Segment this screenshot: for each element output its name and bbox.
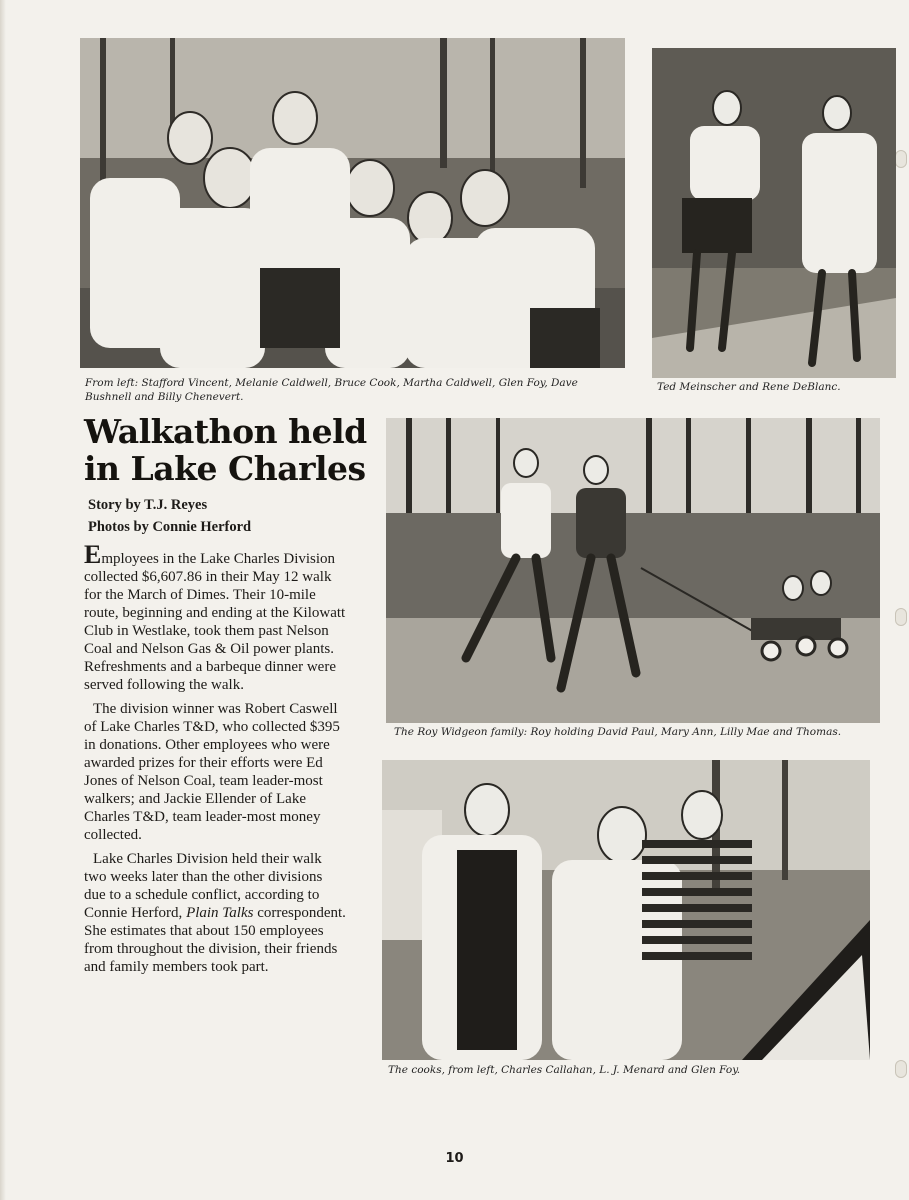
binder-hole: [895, 608, 907, 626]
paragraph-3-end: correspondent. She estimates that about 150 employees from throughout the division, their friends and family members took part.: [84, 905, 346, 975]
group-photo: [80, 38, 625, 368]
headline-line-1: Walkathon held: [84, 412, 367, 451]
drop-cap: E: [84, 540, 102, 569]
story-credit: Story by T.J. Reyes: [88, 497, 208, 513]
paragraph-1: [84, 540, 346, 694]
publication-name: Plain Talks: [186, 905, 254, 921]
paragraph-2: The division winner was Robert Caswell of Lake Charles T&D, who collected $395 in donations. Other employees who were awarded prizes for their efforts were Ed Jones of Nelson Coal, team leader-most walkers; and Jackie Ellender of Lake Charles T&D, team leader-most money collected.: [84, 701, 340, 843]
binder-hole: [895, 1060, 907, 1078]
cooks-photo-caption: The cooks, from left, Charles Callahan, L. J. Menard and Glen Foy.: [388, 1064, 741, 1076]
walkers-photo: [652, 48, 896, 378]
binder-hole: [895, 150, 907, 168]
page-number: 10: [445, 1151, 464, 1166]
group-photo-caption: From left: Stafford Vincent, Melanie Caldwell, Bruce Cook, Martha Caldwell, Glen Foy, Dave Bushnell and Billy Chenevert.: [85, 377, 578, 403]
family-photo: [386, 418, 880, 723]
cooks-photo: [382, 760, 870, 1060]
article-headline: [84, 413, 374, 487]
walkers-photo-caption: Ted Meinscher and Rene DeBlanc.: [657, 381, 841, 393]
photo-credit: Photos by Connie Herford: [88, 519, 252, 535]
family-photo-caption: The Roy Widgeon family: Roy holding David Paul, Mary Ann, Lilly Mae and Thomas.: [394, 726, 842, 738]
paragraph-1-text: mployees in the Lake Charles Division collected $6,607.86 in their May 12 walk for the March of Dimes. Their 10-mile route, beginning and ending at the Kilowatt Club in Westlake, took them past Nelson Coal and Nelson Gas & Oil power plants. Refreshments and a barbeque dinner were served following the walk.: [84, 551, 346, 693]
article-body: [84, 540, 346, 982]
paragraph-3-start: Lake Charles Division held their walk two weeks later than the other divisions due to a schedule conflict, according to Connie Herford,: [84, 851, 323, 921]
paragraph-3: [84, 850, 346, 976]
page-edge: [0, 0, 6, 1200]
headline-line-2: in Lake Charles: [84, 449, 366, 488]
